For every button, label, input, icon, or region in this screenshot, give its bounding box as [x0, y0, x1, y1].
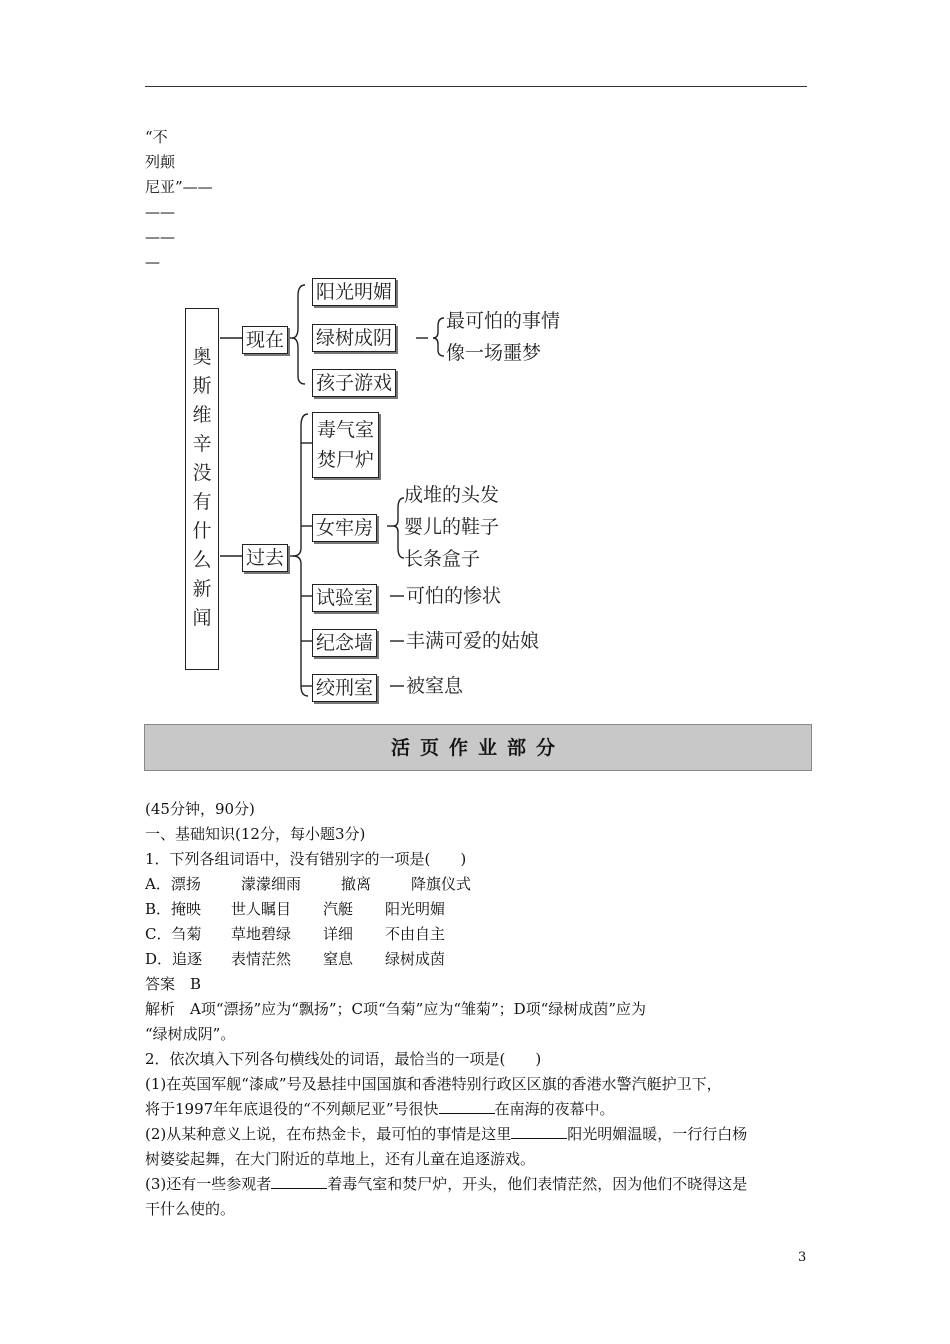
q2-sentence1-line1: (1)在英国军舰“漆咸”号及悬挂中国国旗和香港特别行政区区旗的香港水警汽艇护卫下， — [145, 1075, 722, 1093]
past-box: 过去 — [242, 544, 288, 572]
q1-option-c — [145, 924, 463, 944]
now-box: 现在 — [242, 326, 288, 354]
root-box — [185, 308, 219, 670]
q2-sentence3-line2: 干什么使的。 — [145, 1200, 236, 1218]
q1-option-a — [145, 874, 489, 894]
header-fragment-6: — — [145, 253, 160, 271]
page-number: 3 — [798, 1250, 807, 1265]
q2-stem: 2．依次填入下列各句横线处的词语，最恰当的一项是( ) — [145, 1050, 542, 1068]
q2-s1-post: 在南海的夜幕中。 — [494, 1100, 615, 1118]
q2-sentence3-line1 — [145, 1174, 747, 1194]
q1-stem: 1．下列各组词语中，没有错别字的一项是( ) — [145, 850, 467, 868]
q2-sentence2-line1 — [145, 1124, 747, 1144]
women-prison-item-2: 婴儿的鞋子 — [404, 516, 500, 538]
women-prison-box: 女牢房 — [312, 514, 377, 542]
now-item-children: 孩子游戏 — [312, 369, 396, 397]
q2-blank-3 — [271, 1174, 327, 1189]
root-label: 奥斯维辛没有什么新闻 — [192, 346, 212, 629]
q2-blank-2 — [511, 1124, 567, 1139]
time-score: (45分钟，90分) — [145, 800, 255, 818]
q1-a-1: A．漂扬 — [145, 875, 201, 893]
q2-sentence1-line2 — [145, 1099, 615, 1119]
q1-d-3: 窒息 — [323, 950, 354, 968]
q1-option-d — [145, 949, 463, 969]
now-sub-item-2: 像一场噩梦 — [446, 342, 542, 364]
q2-s1-pre: 将于1997年年底退役的“不列颠尼亚”号很快 — [145, 1100, 439, 1118]
women-prison-item-3: 长条盒子 — [404, 548, 481, 570]
q2-sentence2-line2: 树婆娑起舞，在大门附近的草地上，还有儿童在追逐游戏。 — [145, 1150, 536, 1168]
header-fragment-4: —— — [145, 203, 175, 221]
q2-s2-post: 阳光明媚温暖，一行行白杨 — [567, 1125, 748, 1143]
q1-a-3: 撤离 — [341, 875, 372, 893]
lab-desc: 可怕的惨状 — [406, 585, 502, 607]
q1-b-4: 阳光明媚 — [385, 900, 446, 918]
women-prison-item-1: 成堆的头发 — [404, 484, 500, 506]
q1-d-2: 表情茫然 — [231, 950, 292, 968]
now-sub-item-1: 最可怕的事情 — [446, 310, 561, 332]
header-fragment-3: 尼亚”—— — [145, 178, 213, 196]
q2-s3-post: 着毒气室和焚尸炉，开头，他们表情茫然，因为他们不晓得这是 — [327, 1175, 748, 1193]
memorial-box: 纪念墙 — [312, 629, 377, 657]
q1-analysis-line2: “绿树成阴”。 — [145, 1025, 236, 1043]
structure-diagram — [180, 276, 600, 700]
header-rule — [145, 86, 807, 87]
section-banner: 活页作业部分 — [144, 724, 812, 771]
q1-a-2: 濛濛细雨 — [241, 875, 302, 893]
gas-furnace-box — [312, 412, 379, 478]
q1-c-1: C．刍菊 — [145, 925, 202, 943]
gas-chamber-label: 毒气室 — [317, 419, 375, 441]
q1-a-4: 降旗仪式 — [411, 875, 472, 893]
q1-analysis-line1: 解析 A项“漂扬”应为“飘扬”；C项“刍菊”应为“雏菊”；D项“绿树成茵”应为 — [145, 1000, 647, 1018]
now-item-green: 绿树成阴 — [312, 324, 396, 352]
furnace-label: 焚尸炉 — [317, 449, 375, 471]
q2-blank-1 — [439, 1099, 495, 1114]
gallows-box: 绞刑室 — [312, 674, 377, 702]
q1-c-4: 不由自主 — [385, 925, 446, 943]
gallows-desc: 被窒息 — [406, 675, 464, 697]
q1-c-3: 详细 — [323, 925, 354, 943]
now-item-sunny: 阳光明媚 — [312, 278, 396, 306]
q2-s3-pre: (3)还有一些参观者 — [145, 1175, 272, 1193]
q1-answer: 答案 B — [145, 975, 202, 993]
q1-option-b — [145, 899, 463, 919]
header-fragment-2: 列颠 — [145, 153, 176, 171]
header-fragment-5: —— — [145, 228, 175, 246]
memorial-desc: 丰满可爱的姑娘 — [406, 630, 540, 652]
lab-box: 试验室 — [312, 584, 377, 612]
q1-b-3: 汽艇 — [323, 900, 354, 918]
header-fragment-1: “不 — [145, 128, 168, 146]
q1-d-1: D．追逐 — [145, 950, 203, 968]
q1-c-2: 草地碧绿 — [231, 925, 292, 943]
section-heading: 一、基础知识(12分，每小题3分) — [145, 825, 366, 843]
q2-s2-pre: (2)从某种意义上说，在布热金卡，最可怕的事情是这里 — [145, 1125, 512, 1143]
q1-d-4: 绿树成茵 — [385, 950, 446, 968]
q1-b-2: 世人瞩目 — [231, 900, 292, 918]
q1-b-1: B．掩映 — [145, 900, 202, 918]
